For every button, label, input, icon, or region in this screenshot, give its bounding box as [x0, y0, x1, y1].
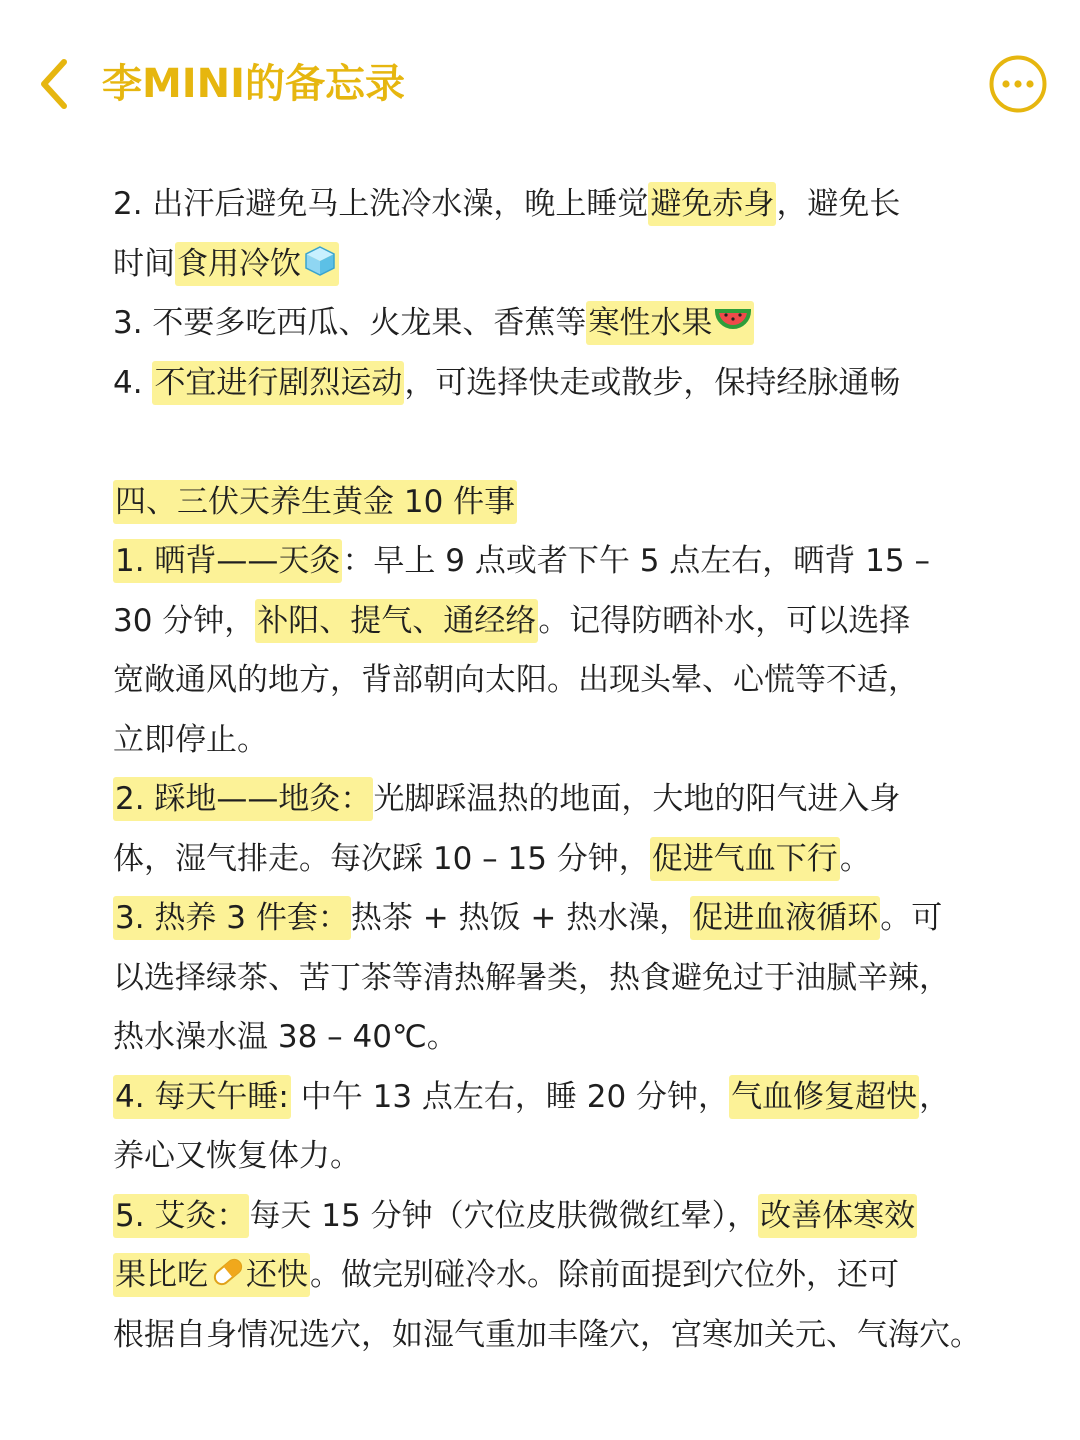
spacer: [113, 413, 983, 473]
highlight-span: [175, 242, 339, 286]
text-span: 体，湿气排走。每次踩 10 – 15 分钟，: [113, 840, 650, 877]
text-span: 。: [839, 840, 871, 877]
text-span: ，可选择快走或散步，保持经脉通畅: [404, 364, 901, 401]
more-options-icon: [988, 54, 1048, 114]
highlight-span: 1. 晒背——天灸: [113, 539, 342, 583]
text-span: 立即停止。: [113, 721, 268, 758]
note-line: [113, 889, 983, 949]
app-header: [0, 40, 1080, 130]
text-span: ：早上 9 点或者下午 5 点左右，晒背 15 –: [342, 543, 930, 579]
note-line: [113, 770, 983, 830]
text-span: 热水澡水温 38 – 40℃。: [113, 1019, 458, 1055]
highlight-span: 3. 热养 3 件套：: [113, 896, 351, 940]
page-title: 李MINI的备忘录: [102, 61, 406, 107]
note-line: [113, 592, 983, 652]
note-line: [113, 830, 983, 890]
section-title-text: 四、三伏天养生黄金 10 件事: [113, 480, 517, 524]
text-span: 养心又恢复体力。: [113, 1138, 361, 1174]
back-button[interactable]: [32, 56, 80, 112]
highlight-text: 果比吃: [115, 1257, 208, 1293]
text-span: 每天 15 分钟（穴位皮肤微微红晕），: [249, 1197, 759, 1234]
text-span: 根据自身情况选穴，如湿气重加丰隆穴，宫寒加关元、气海穴。: [113, 1316, 981, 1353]
note-line: [113, 175, 983, 235]
text-span: 中午 13 点左右，睡 20 分钟，: [300, 1078, 730, 1115]
text-span: 4.: [113, 364, 153, 401]
highlight-span: 气血修复超快: [729, 1075, 919, 1119]
highlight-span: 5. 艾灸：: [113, 1194, 249, 1238]
ice-cube-icon: [303, 239, 337, 299]
note-line: [113, 651, 983, 711]
note-line: [113, 235, 983, 295]
text-span: 。可: [880, 900, 943, 936]
text-span: 时间: [113, 245, 175, 282]
note-line: [113, 1008, 983, 1068]
highlight-span: 改善体寒效: [758, 1194, 917, 1238]
note-line: [113, 1246, 983, 1306]
note-line: [113, 532, 983, 592]
note-line: [113, 1068, 983, 1128]
note-line: [113, 711, 983, 771]
text-span: 。记得防晒补水，可以选择: [538, 602, 911, 639]
highlight-text: 还快: [246, 1257, 308, 1293]
chevron-left-icon: [32, 56, 80, 112]
highlight-span: 促进气血下行: [650, 837, 840, 881]
text-span: 以选择绿茶、苦丁茶等清热解暑类，热食避免过于油腻辛辣，: [113, 959, 950, 996]
text-span: 30 分钟，: [113, 602, 256, 639]
highlight-text: 食用冷饮: [177, 245, 301, 282]
watermelon-icon: [714, 298, 752, 358]
highlight-span: [113, 1253, 310, 1297]
highlight-span: 促进血液循环: [690, 896, 880, 940]
text-span: ，避免长: [776, 186, 901, 222]
note-line: [113, 949, 983, 1009]
text-span: 光脚踩温热的地面，大地的阳气进入身: [373, 781, 901, 817]
highlight-text: 寒性水果: [588, 305, 713, 341]
note-line: [113, 294, 983, 354]
highlight-span: 补阳、提气、通经络: [255, 599, 538, 643]
highlight-span: 不宜进行剧烈运动: [152, 361, 404, 405]
text-span: 2. 出汗后避免马上洗冷水澡，晚上睡觉: [113, 186, 649, 222]
note-line: [113, 1127, 983, 1187]
text-span: 。做完别碰冷水。除前面提到穴位外，还可: [310, 1257, 899, 1293]
more-options-button[interactable]: [988, 54, 1048, 114]
note-line: [113, 1187, 983, 1247]
section-title: [113, 473, 983, 533]
highlight-span: [586, 301, 754, 345]
note-line: [113, 354, 983, 414]
note-body: [113, 175, 983, 1365]
text-span: 热茶 + 热饭 + 热水澡，: [350, 900, 691, 936]
text-span: 宽敞通风的地方，背部朝向太阳。出现头晕、心慌等不适，: [113, 662, 919, 698]
highlight-span: 避免赤身: [648, 182, 776, 226]
highlight-span: 2. 踩地——地灸：: [113, 777, 373, 821]
text-span: 3. 不要多吃西瓜、火龙果、香蕉等: [113, 305, 587, 341]
text-span: ，: [919, 1078, 951, 1115]
pill-icon: [210, 1250, 246, 1310]
highlight-span: 4. 每天午睡:: [113, 1075, 291, 1119]
note-line: [113, 1306, 983, 1366]
